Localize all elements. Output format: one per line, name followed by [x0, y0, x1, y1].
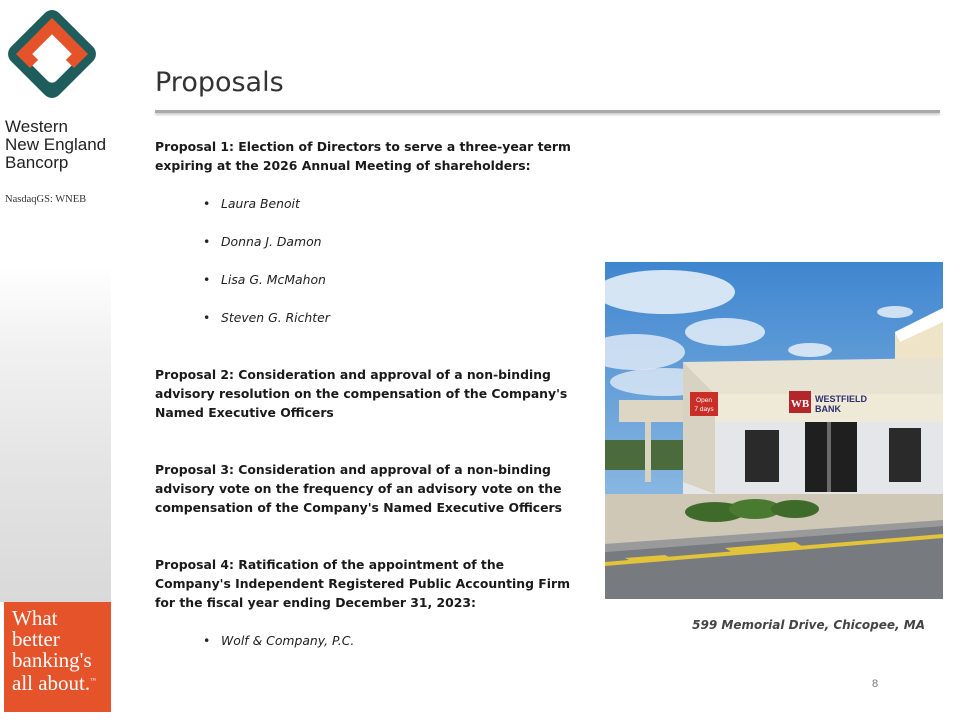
company-name-line: Bancorp [5, 153, 69, 172]
tagline-box [4, 602, 111, 712]
auditor-name: Wolf & Company, P.C. [221, 633, 355, 648]
list-item: • Steven G. Richter [203, 310, 330, 325]
nominee-name: Laura Benoit [221, 196, 300, 211]
proposals-list [155, 137, 575, 650]
tagline-line: banking's [12, 648, 92, 672]
list-item: • Wolf & Company, P.C. [203, 633, 355, 648]
sidebar-gradient [0, 265, 111, 602]
bank-monogram: WB [790, 398, 810, 410]
tagline-line: all about. [12, 671, 91, 695]
list-item: • Donna J. Damon [203, 234, 322, 249]
company-name-line: New England [5, 135, 107, 154]
open-sign-line: Open [696, 397, 712, 404]
proposal-3-heading: Proposal 3: Consideration and approval of a non-binding advisory vote on the frequency of an advisory vote on the compensation of the Company's Named Executive Officers [155, 462, 563, 515]
nominee-name: Lisa G. McMahon [221, 272, 326, 287]
list-item: • Laura Benoit [203, 196, 300, 211]
bank-branch-photo [605, 262, 943, 599]
nominee-name: Donna J. Damon [221, 234, 322, 249]
director-nominees-list [155, 194, 575, 327]
list-item: • Lisa G. McMahon [203, 272, 326, 287]
bank-sign-line: BANK [815, 404, 841, 414]
open-sign-line: 7 days [694, 406, 714, 413]
stock-ticker: NasdaqGS: WNEB [5, 194, 87, 205]
auditor-list [155, 631, 575, 650]
tagline-line: What [12, 606, 58, 630]
photo-caption: 599 Memorial Drive, Chicopee, MA [692, 618, 925, 632]
proposal-2-heading: Proposal 2: Consideration and approval of a non-binding advisory resolution on the compensation of the Company's Named Executive Officers [155, 367, 568, 420]
proposal-4-heading: Proposal 4: Ratification of the appointment of the Company's Independent Registered Public Accounting Firm for the fiscal year ending December 31, 2023: [155, 557, 570, 610]
company-name-line: Western [5, 117, 68, 136]
page-number: 8 [872, 678, 879, 690]
company-name [5, 118, 135, 172]
bank-sign-line: WESTFIELD [815, 394, 867, 404]
trademark-mark: ™ [90, 678, 97, 684]
proposal-1-heading: Proposal 1: Election of Directors to serve a three-year term expiring at the 2026 Annual Meeting of shareholders: [155, 139, 571, 173]
nominee-name: Steven G. Richter [221, 310, 330, 325]
page-title: Proposals [155, 67, 284, 98]
company-logo [4, 6, 100, 102]
title-divider [155, 110, 940, 113]
tagline-line: better [12, 627, 60, 651]
